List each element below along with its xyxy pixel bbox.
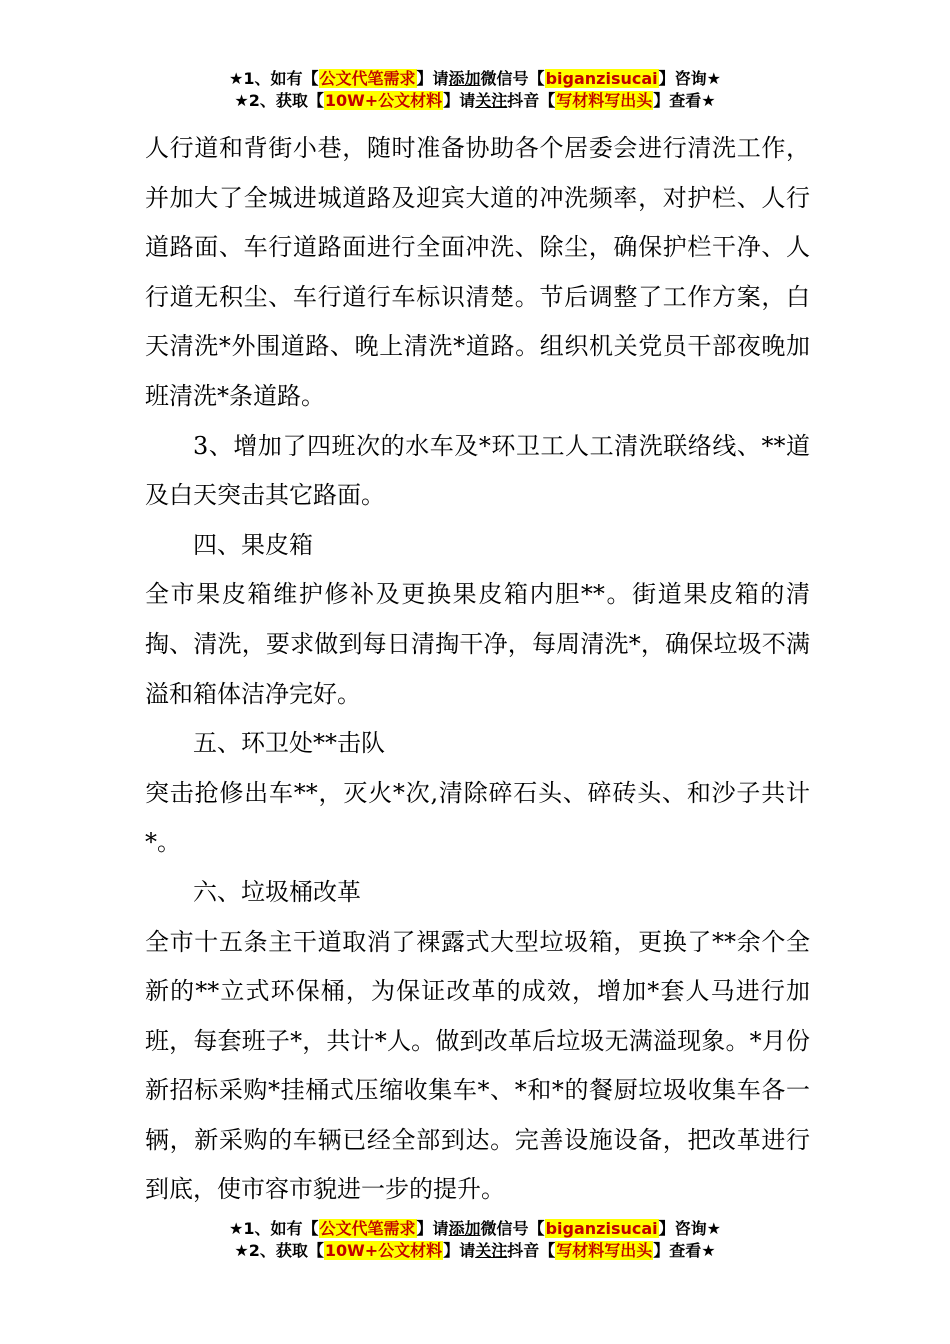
paragraph: 人行道和背街小巷，随时准备协助各个居委会进行清洗工作，并加大了全城进城道路及迎宾大道的冲洗频率，对护栏、人行道路面、车行道路面进行全面冲洗、除尘，确保护栏干净、人行道无积尘、车行道行车标识清楚。节后调整了工作方案，白天清洗*外围道路、晚上清洗*道路。组织机关党员干部夜晚加班清洗*条道路。 — [145, 134, 810, 410]
banner-text: ★2、获取【 — [234, 1241, 324, 1260]
banner-line-2 — [0, 90, 950, 112]
banner-highlight: 10W+公文材料 — [324, 1241, 443, 1260]
banner-highlight: 公文代笔需求 — [319, 1219, 416, 1238]
banner-highlight: biganzisucai — [545, 1219, 658, 1238]
section-heading: 六、垃圾桶改革 — [193, 877, 361, 906]
banner-line-2 — [0, 1240, 950, 1262]
banner-highlight: 公文代笔需求 — [319, 69, 416, 88]
banner-highlight: 写材料写出头 — [556, 91, 653, 110]
banner-text: 抖音【 — [507, 1241, 556, 1260]
section-heading: 五、环卫处**击队 — [193, 729, 385, 758]
banner-text: 】咨询★ — [658, 69, 721, 88]
banner-text: 】请 — [416, 1219, 449, 1238]
banner-line-1 — [0, 68, 950, 90]
banner-text: 】查看★ — [653, 91, 716, 110]
banner-text: 】请 — [416, 69, 449, 88]
banner-highlight: biganzisucai — [545, 69, 658, 88]
paragraph: 全市十五条主干道取消了裸露式大型垃圾箱，更换了**余个全新的**立式环保桶，为保证改革的成效，增加*套人马进行加班，每套班子*，共计*人。做到改革后垃圾无满溢现象。*月份新招标采购*挂桶式压缩收集车*、*和*的餐厨垃圾收集车各一辆，新采购的车辆已经全部到达。完善设施设备，把改革进行到底，使市容市貌进一步的提升。 — [145, 927, 810, 1204]
banner-underline: 添加 — [448, 69, 481, 88]
banner-text: ★2、获取【 — [234, 91, 324, 110]
banner-text: 】查看★ — [653, 1241, 716, 1260]
banner-text: ★1、如有【 — [229, 1219, 319, 1238]
banner-underline: 关注 — [475, 1241, 508, 1260]
banner-text: 】请 — [443, 91, 476, 110]
banner-text: 微信号【 — [480, 69, 545, 88]
footer-banner — [0, 1218, 950, 1262]
banner-highlight: 10W+公文材料 — [324, 91, 443, 110]
banner-text: 微信号【 — [480, 1219, 545, 1238]
banner-underline: 添加 — [448, 1219, 481, 1238]
section-heading: 四、果皮箱 — [193, 530, 313, 559]
banner-text: 】咨询★ — [658, 1219, 721, 1238]
banner-highlight: 写材料写出头 — [556, 1241, 653, 1260]
banner-text: 抖音【 — [507, 91, 556, 110]
document-body — [145, 124, 810, 1215]
banner-text: 】请 — [443, 1241, 476, 1260]
paragraph: 全市果皮箱维护修补及更换果皮箱内胆**。街道果皮箱的清掏、清洗，要求做到每日清掏干净，每周清洗*，确保垃圾不满溢和箱体洁净完好。 — [145, 580, 810, 708]
banner-underline: 关注 — [475, 91, 508, 110]
paragraph: 突击抢修出车**，灭火*次,清除碎石头、碎砖头、和沙子共计*。 — [145, 778, 810, 857]
paragraph: 3、增加了四班次的水车及*环卫工人工清洗联络线、**道及白天突击其它路面。 — [145, 431, 810, 510]
banner-text: ★1、如有【 — [229, 69, 319, 88]
banner-line-1 — [0, 1218, 950, 1240]
header-banner — [0, 68, 950, 112]
